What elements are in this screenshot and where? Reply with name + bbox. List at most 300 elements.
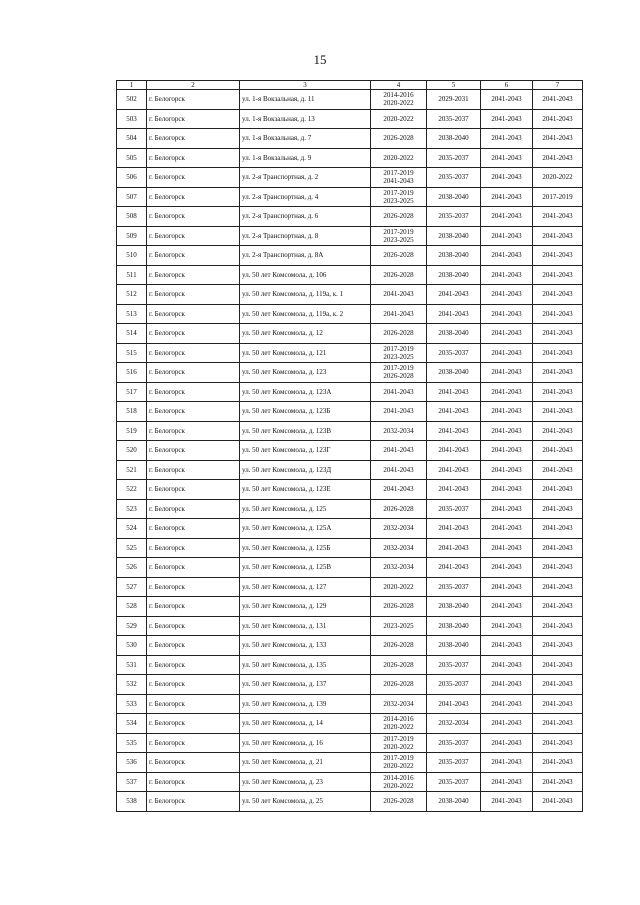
- city-cell: г. Белогорск: [147, 460, 240, 480]
- period-1-cell: [371, 304, 427, 324]
- city-cell: г. Белогорск: [147, 148, 240, 168]
- period-4-cell: 2041-2043: [533, 421, 583, 441]
- period-4-cell: 2041-2043: [533, 655, 583, 675]
- period-2-cell: 2038-2040: [427, 597, 481, 617]
- period-1-cell: [371, 480, 427, 500]
- period-2-cell: 2035-2037: [427, 109, 481, 129]
- period-3-cell: 2041-2043: [481, 616, 533, 636]
- row-number-cell: 530: [117, 636, 147, 656]
- city-cell: г. Белогорск: [147, 363, 240, 383]
- period-1-cell: [371, 90, 427, 110]
- period-4-cell: 2041-2043: [533, 109, 583, 129]
- city-cell: г. Белогорск: [147, 168, 240, 188]
- period-4-cell: 2041-2043: [533, 616, 583, 636]
- period-4-cell: 2041-2043: [533, 324, 583, 344]
- table-row: [117, 441, 583, 461]
- address-cell: ул. 50 лет Комсомола, д. 129: [240, 597, 371, 617]
- row-number-cell: 504: [117, 129, 147, 149]
- period-1-cell: [371, 733, 427, 753]
- table-row: [117, 246, 583, 266]
- period-2-cell: 2035-2037: [427, 343, 481, 363]
- table-row: [117, 480, 583, 500]
- period-line: 2026-2028: [383, 270, 414, 279]
- period-4-cell: 2041-2043: [533, 148, 583, 168]
- address-cell: ул. 2-я Транспортная, д. 8: [240, 226, 371, 246]
- address-cell: ул. 50 лет Комсомола, д. 123: [240, 363, 371, 383]
- address-cell: ул. 1-я Вокзальная, д. 7: [240, 129, 371, 149]
- period-line: 2032-2034: [383, 426, 414, 435]
- row-number-cell: 503: [117, 109, 147, 129]
- table-row: [117, 129, 583, 149]
- city-cell: г. Белогорск: [147, 90, 240, 110]
- period-4-cell: 2041-2043: [533, 519, 583, 539]
- period-4-cell: 2041-2043: [533, 577, 583, 597]
- table-row: [117, 499, 583, 519]
- period-line: 2014-2016: [383, 715, 414, 724]
- address-cell: ул. 50 лет Комсомола, д. 125Б: [240, 538, 371, 558]
- period-1-cell: [371, 148, 427, 168]
- period-1-cell: [371, 324, 427, 344]
- period-2-cell: 2041-2043: [427, 558, 481, 578]
- table-row: [117, 577, 583, 597]
- period-line: 2041-2043: [383, 465, 414, 474]
- period-3-cell: 2041-2043: [481, 460, 533, 480]
- period-line: 2026-2028: [383, 251, 414, 260]
- period-line: 2014-2016: [383, 91, 414, 100]
- period-2-cell: 2038-2040: [427, 187, 481, 207]
- period-3-cell: 2041-2043: [481, 655, 533, 675]
- period-4-cell: 2041-2043: [533, 304, 583, 324]
- period-1-cell: [371, 655, 427, 675]
- row-number-cell: 523: [117, 499, 147, 519]
- table-row: [117, 324, 583, 344]
- address-cell: ул. 50 лет Комсомола, д. 106: [240, 265, 371, 285]
- period-3-cell: 2041-2043: [481, 304, 533, 324]
- table-row: [117, 655, 583, 675]
- period-line: 2017-2019: [383, 734, 414, 743]
- address-cell: ул. 50 лет Комсомола, д. 123В: [240, 421, 371, 441]
- period-line: 2023-2025: [383, 352, 414, 361]
- period-2-cell: 2038-2040: [427, 792, 481, 812]
- row-number-cell: 529: [117, 616, 147, 636]
- period-2-cell: 2035-2037: [427, 148, 481, 168]
- period-3-cell: 2041-2043: [481, 792, 533, 812]
- row-number-cell: 507: [117, 187, 147, 207]
- row-number-cell: 508: [117, 207, 147, 227]
- city-cell: г. Белогорск: [147, 382, 240, 402]
- period-3-cell: 2041-2043: [481, 714, 533, 734]
- address-cell: ул. 2-я Транспортная, д. 8А: [240, 246, 371, 266]
- period-3-cell: 2041-2043: [481, 343, 533, 363]
- row-number-cell: 531: [117, 655, 147, 675]
- row-number-cell: 535: [117, 733, 147, 753]
- period-4-cell: 2041-2043: [533, 402, 583, 422]
- period-line: 2026-2028: [383, 797, 414, 806]
- period-4-cell: 2041-2043: [533, 382, 583, 402]
- address-cell: ул. 50 лет Комсомола, д. 16: [240, 733, 371, 753]
- address-cell: ул. 50 лет Комсомола, д. 125: [240, 499, 371, 519]
- period-4-cell: 2041-2043: [533, 714, 583, 734]
- table-row: [117, 343, 583, 363]
- city-cell: г. Белогорск: [147, 636, 240, 656]
- period-line: 2041-2043: [383, 309, 414, 318]
- period-4-cell: 2041-2043: [533, 753, 583, 773]
- table-row: [117, 304, 583, 324]
- column-number: 4: [371, 81, 427, 90]
- period-line: 2032-2034: [383, 543, 414, 552]
- period-3-cell: 2041-2043: [481, 109, 533, 129]
- period-2-cell: 2038-2040: [427, 265, 481, 285]
- period-1-cell: [371, 558, 427, 578]
- row-number-cell: 524: [117, 519, 147, 539]
- period-2-cell: 2041-2043: [427, 441, 481, 461]
- period-line: 2017-2019: [383, 188, 414, 197]
- period-line: 2017-2019: [383, 169, 414, 178]
- address-cell: ул. 2-я Транспортная, д. 2: [240, 168, 371, 188]
- period-3-cell: 2041-2043: [481, 421, 533, 441]
- table-row: [117, 109, 583, 129]
- period-2-cell: 2035-2037: [427, 733, 481, 753]
- city-cell: г. Белогорск: [147, 538, 240, 558]
- period-4-cell: 2041-2043: [533, 90, 583, 110]
- table-row: [117, 382, 583, 402]
- address-cell: ул. 50 лет Комсомола, д. 135: [240, 655, 371, 675]
- row-number-cell: 527: [117, 577, 147, 597]
- period-2-cell: 2041-2043: [427, 538, 481, 558]
- period-3-cell: 2041-2043: [481, 753, 533, 773]
- address-cell: ул. 50 лет Комсомола, д. 119а, к. 2: [240, 304, 371, 324]
- period-3-cell: 2041-2043: [481, 441, 533, 461]
- table-row: [117, 285, 583, 305]
- city-cell: г. Белогорск: [147, 343, 240, 363]
- city-cell: г. Белогорск: [147, 675, 240, 695]
- period-1-cell: [371, 109, 427, 129]
- period-1-cell: [371, 421, 427, 441]
- city-cell: г. Белогорск: [147, 577, 240, 597]
- column-number: 1: [117, 81, 147, 90]
- period-4-cell: 2017-2019: [533, 187, 583, 207]
- period-1-cell: [371, 616, 427, 636]
- period-line: 2020-2022: [383, 99, 414, 108]
- period-line: 2041-2043: [383, 446, 414, 455]
- period-1-cell: [371, 382, 427, 402]
- period-3-cell: 2041-2043: [481, 285, 533, 305]
- city-cell: г. Белогорск: [147, 402, 240, 422]
- address-cell: ул. 1-я Вокзальная, д. 11: [240, 90, 371, 110]
- period-line: 2020-2022: [383, 742, 414, 751]
- period-line: 2020-2022: [383, 114, 414, 123]
- row-number-cell: 511: [117, 265, 147, 285]
- city-cell: г. Белогорск: [147, 714, 240, 734]
- table-row: [117, 421, 583, 441]
- period-line: 2017-2019: [383, 227, 414, 236]
- period-4-cell: 2041-2043: [533, 343, 583, 363]
- period-2-cell: 2035-2037: [427, 577, 481, 597]
- row-number-cell: 520: [117, 441, 147, 461]
- schedule-table: [116, 80, 583, 812]
- city-cell: г. Белогорск: [147, 285, 240, 305]
- city-cell: г. Белогорск: [147, 753, 240, 773]
- period-1-cell: [371, 226, 427, 246]
- period-4-cell: 2041-2043: [533, 246, 583, 266]
- period-1-cell: [371, 441, 427, 461]
- city-cell: г. Белогорск: [147, 655, 240, 675]
- period-1-cell: [371, 499, 427, 519]
- period-2-cell: 2035-2037: [427, 675, 481, 695]
- period-3-cell: 2041-2043: [481, 226, 533, 246]
- period-2-cell: 2041-2043: [427, 382, 481, 402]
- period-line: 2026-2028: [383, 134, 414, 143]
- period-4-cell: 2041-2043: [533, 733, 583, 753]
- period-3-cell: 2041-2043: [481, 538, 533, 558]
- table-row: [117, 753, 583, 773]
- address-cell: ул. 1-я Вокзальная, д. 9: [240, 148, 371, 168]
- row-number-cell: 514: [117, 324, 147, 344]
- address-cell: ул. 50 лет Комсомола, д. 21: [240, 753, 371, 773]
- period-2-cell: 2041-2043: [427, 694, 481, 714]
- table-row: [117, 226, 583, 246]
- period-3-cell: 2041-2043: [481, 694, 533, 714]
- period-2-cell: 2035-2037: [427, 655, 481, 675]
- period-2-cell: 2041-2043: [427, 480, 481, 500]
- row-number-cell: 505: [117, 148, 147, 168]
- table-row: [117, 187, 583, 207]
- period-4-cell: 2041-2043: [533, 460, 583, 480]
- period-3-cell: 2041-2043: [481, 207, 533, 227]
- page-number: 15: [313, 52, 327, 67]
- period-2-cell: 2035-2037: [427, 753, 481, 773]
- address-cell: ул. 50 лет Комсомола, д. 123Б: [240, 402, 371, 422]
- address-cell: ул. 50 лет Комсомола, д. 137: [240, 675, 371, 695]
- city-cell: г. Белогорск: [147, 109, 240, 129]
- table-row: [117, 733, 583, 753]
- period-line: 2041-2043: [383, 387, 414, 396]
- row-number-cell: 532: [117, 675, 147, 695]
- table-row: [117, 636, 583, 656]
- period-line: 2026-2028: [383, 329, 414, 338]
- address-cell: ул. 2-я Транспортная, д. 6: [240, 207, 371, 227]
- address-cell: ул. 2-я Транспортная, д. 4: [240, 187, 371, 207]
- period-4-cell: 2041-2043: [533, 480, 583, 500]
- table-row: [117, 148, 583, 168]
- period-4-cell: 2041-2043: [533, 694, 583, 714]
- period-3-cell: 2041-2043: [481, 246, 533, 266]
- table-row: [117, 207, 583, 227]
- row-number-cell: 533: [117, 694, 147, 714]
- period-3-cell: 2041-2043: [481, 402, 533, 422]
- city-cell: г. Белогорск: [147, 421, 240, 441]
- city-cell: г. Белогорск: [147, 441, 240, 461]
- address-cell: ул. 50 лет Комсомола, д. 125В: [240, 558, 371, 578]
- period-3-cell: 2041-2043: [481, 363, 533, 383]
- table-row: [117, 792, 583, 812]
- period-3-cell: 2041-2043: [481, 597, 533, 617]
- period-1-cell: [371, 460, 427, 480]
- row-number-cell: 522: [117, 480, 147, 500]
- address-cell: ул. 50 лет Комсомола, д. 131: [240, 616, 371, 636]
- table-row: [117, 597, 583, 617]
- period-2-cell: 2038-2040: [427, 226, 481, 246]
- period-line: 2017-2019: [383, 364, 414, 373]
- period-line: 2020-2022: [383, 582, 414, 591]
- row-number-cell: 512: [117, 285, 147, 305]
- row-number-cell: 506: [117, 168, 147, 188]
- city-cell: г. Белогорск: [147, 616, 240, 636]
- period-line: 2041-2043: [383, 177, 414, 186]
- period-4-cell: 2041-2043: [533, 499, 583, 519]
- period-1-cell: [371, 792, 427, 812]
- period-1-cell: [371, 285, 427, 305]
- period-3-cell: 2041-2043: [481, 129, 533, 149]
- period-3-cell: 2041-2043: [481, 772, 533, 792]
- city-cell: г. Белогорск: [147, 324, 240, 344]
- row-number-cell: 518: [117, 402, 147, 422]
- row-number-cell: 534: [117, 714, 147, 734]
- address-cell: ул. 50 лет Комсомола, д. 121: [240, 343, 371, 363]
- period-line: 2041-2043: [383, 407, 414, 416]
- period-1-cell: [371, 402, 427, 422]
- period-line: 2023-2025: [383, 621, 414, 630]
- row-number-cell: 515: [117, 343, 147, 363]
- period-4-cell: 2041-2043: [533, 558, 583, 578]
- address-cell: ул. 1-я Вокзальная, д. 13: [240, 109, 371, 129]
- period-line: 2041-2043: [383, 290, 414, 299]
- period-2-cell: 2038-2040: [427, 636, 481, 656]
- period-1-cell: [371, 129, 427, 149]
- city-cell: г. Белогорск: [147, 499, 240, 519]
- period-line: 2020-2022: [383, 153, 414, 162]
- period-2-cell: 2038-2040: [427, 129, 481, 149]
- address-cell: ул. 50 лет Комсомола, д. 123Е: [240, 480, 371, 500]
- period-2-cell: 2041-2043: [427, 421, 481, 441]
- row-number-cell: 521: [117, 460, 147, 480]
- period-4-cell: 2041-2043: [533, 226, 583, 246]
- address-cell: ул. 50 лет Комсомола, д. 133: [240, 636, 371, 656]
- period-4-cell: 2041-2043: [533, 285, 583, 305]
- period-4-cell: 2041-2043: [533, 441, 583, 461]
- column-number: 7: [533, 81, 583, 90]
- city-cell: г. Белогорск: [147, 792, 240, 812]
- table-row: [117, 558, 583, 578]
- city-cell: г. Белогорск: [147, 597, 240, 617]
- period-4-cell: 2041-2043: [533, 792, 583, 812]
- period-1-cell: [371, 343, 427, 363]
- address-cell: ул. 50 лет Комсомола, д. 123Г: [240, 441, 371, 461]
- period-line: 2032-2034: [383, 699, 414, 708]
- row-number-cell: 517: [117, 382, 147, 402]
- period-3-cell: 2041-2043: [481, 324, 533, 344]
- period-3-cell: 2041-2043: [481, 148, 533, 168]
- period-line: 2026-2028: [383, 212, 414, 221]
- period-2-cell: 2041-2043: [427, 519, 481, 539]
- period-1-cell: [371, 363, 427, 383]
- period-3-cell: 2041-2043: [481, 90, 533, 110]
- period-2-cell: 2035-2037: [427, 207, 481, 227]
- city-cell: г. Белогорск: [147, 694, 240, 714]
- period-1-cell: [371, 675, 427, 695]
- period-1-cell: [371, 538, 427, 558]
- row-number-cell: 513: [117, 304, 147, 324]
- city-cell: г. Белогорск: [147, 246, 240, 266]
- period-2-cell: 2032-2034: [427, 714, 481, 734]
- period-1-cell: [371, 597, 427, 617]
- address-cell: ул. 50 лет Комсомола, д. 12: [240, 324, 371, 344]
- table-row: [117, 675, 583, 695]
- period-3-cell: 2041-2043: [481, 558, 533, 578]
- period-1-cell: [371, 772, 427, 792]
- period-line: 2026-2028: [383, 641, 414, 650]
- period-3-cell: 2041-2043: [481, 733, 533, 753]
- period-line: 2020-2022: [383, 762, 414, 771]
- period-4-cell: 2041-2043: [533, 675, 583, 695]
- row-number-cell: 516: [117, 363, 147, 383]
- table-row: [117, 694, 583, 714]
- table-row: [117, 519, 583, 539]
- period-1-cell: [371, 694, 427, 714]
- table-row: [117, 772, 583, 792]
- address-cell: ул. 50 лет Комсомола, д. 123Д: [240, 460, 371, 480]
- period-line: 2023-2025: [383, 235, 414, 244]
- period-4-cell: 2041-2043: [533, 129, 583, 149]
- period-3-cell: 2041-2043: [481, 480, 533, 500]
- period-1-cell: [371, 207, 427, 227]
- table-row: [117, 363, 583, 383]
- period-3-cell: 2041-2043: [481, 499, 533, 519]
- city-cell: г. Белогорск: [147, 226, 240, 246]
- address-cell: ул. 50 лет Комсомола, д. 127: [240, 577, 371, 597]
- address-cell: ул. 50 лет Комсомола, д. 123А: [240, 382, 371, 402]
- period-2-cell: 2029-2031: [427, 90, 481, 110]
- city-cell: г. Белогорск: [147, 207, 240, 227]
- period-1-cell: [371, 714, 427, 734]
- table-body: [117, 90, 583, 812]
- period-line: 2041-2043: [383, 485, 414, 494]
- column-number-row: [117, 81, 583, 90]
- period-1-cell: [371, 519, 427, 539]
- period-4-cell: 2041-2043: [533, 597, 583, 617]
- period-line: 2020-2022: [383, 723, 414, 732]
- period-line: 2026-2028: [383, 680, 414, 689]
- period-4-cell: 2020-2022: [533, 168, 583, 188]
- table-row: [117, 616, 583, 636]
- period-4-cell: 2041-2043: [533, 538, 583, 558]
- period-2-cell: 2035-2037: [427, 772, 481, 792]
- period-2-cell: 2041-2043: [427, 285, 481, 305]
- period-4-cell: 2041-2043: [533, 207, 583, 227]
- row-number-cell: 510: [117, 246, 147, 266]
- period-2-cell: 2038-2040: [427, 324, 481, 344]
- period-4-cell: 2041-2043: [533, 636, 583, 656]
- period-line: 2014-2016: [383, 773, 414, 782]
- period-1-cell: [371, 753, 427, 773]
- address-cell: ул. 50 лет Комсомола, д. 119а, к. 1: [240, 285, 371, 305]
- city-cell: г. Белогорск: [147, 772, 240, 792]
- period-line: 2026-2028: [383, 660, 414, 669]
- row-number-cell: 536: [117, 753, 147, 773]
- city-cell: г. Белогорск: [147, 480, 240, 500]
- period-4-cell: 2041-2043: [533, 363, 583, 383]
- table-row: [117, 402, 583, 422]
- period-line: 2020-2022: [383, 781, 414, 790]
- table-row: [117, 538, 583, 558]
- city-cell: г. Белогорск: [147, 265, 240, 285]
- period-3-cell: 2041-2043: [481, 265, 533, 285]
- period-3-cell: 2041-2043: [481, 675, 533, 695]
- period-line: 2026-2028: [383, 504, 414, 513]
- city-cell: г. Белогорск: [147, 304, 240, 324]
- period-3-cell: 2041-2043: [481, 636, 533, 656]
- period-2-cell: 2041-2043: [427, 304, 481, 324]
